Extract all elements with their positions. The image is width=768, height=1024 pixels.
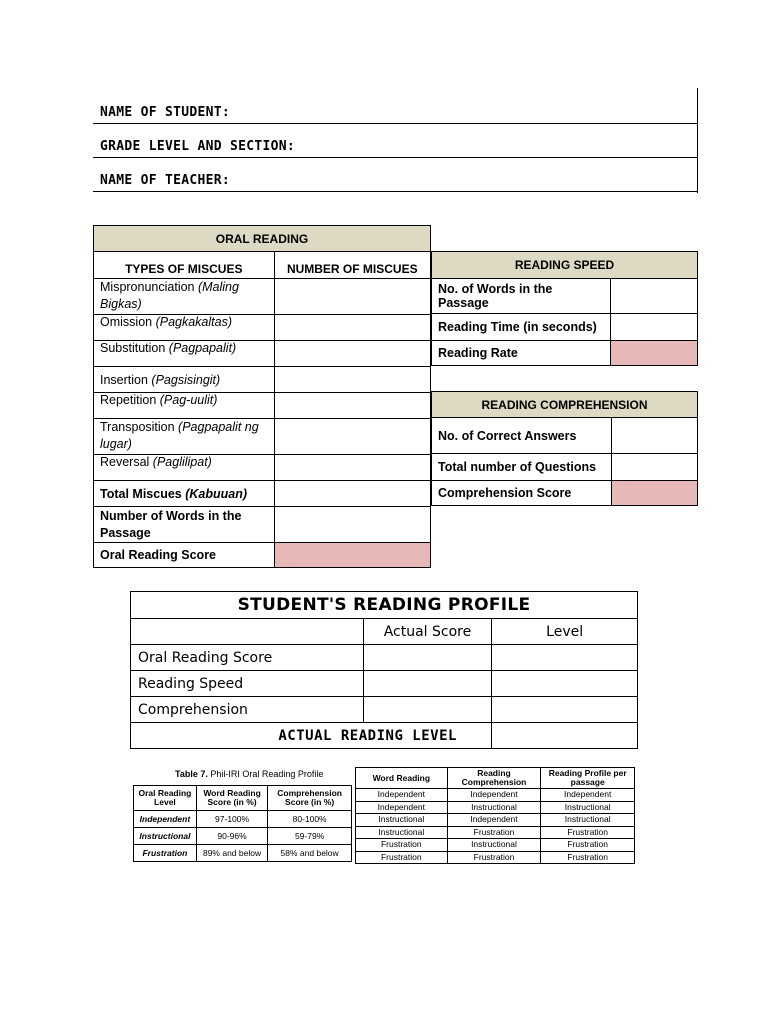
miscue-count-cell[interactable] [274, 279, 430, 315]
oral-reading-table [93, 225, 431, 568]
teacher-name-label: NAME OF TEACHER: [100, 173, 231, 188]
oral-reading-title: ORAL READING [94, 226, 431, 252]
t7-cell: 59-79% [268, 828, 352, 845]
t7-level: Instructional [134, 828, 197, 845]
oral-reading-score-cell[interactable] [274, 543, 430, 568]
actual-score-header: Actual Score [363, 619, 492, 645]
t7-cell: 58% and below [268, 845, 352, 862]
t7-level: Independent [134, 811, 197, 828]
matrix-header: Reading Profile per passage [541, 768, 635, 789]
grade-section-field[interactable] [93, 124, 698, 158]
oral-reading-score-label: Oral Reading Score [94, 543, 275, 568]
reading-rate-cell[interactable] [611, 341, 698, 366]
miscue-row-label: Insertion (Pagsisingit) [94, 367, 275, 393]
profile-row-label: Comprehension [131, 697, 364, 723]
words-in-passage-label: No. of Words in the Passage [432, 279, 611, 314]
miscue-row-label: Reversal (Paglilipat) [94, 455, 275, 481]
actual-score-cell[interactable] [363, 645, 492, 671]
t7-cell: 97-100% [196, 811, 267, 828]
matrix-cell: Frustration [356, 839, 448, 852]
actual-score-cell[interactable] [363, 697, 492, 723]
student-name-label: NAME OF STUDENT: [100, 105, 231, 120]
matrix-cell: Independent [541, 789, 635, 802]
words-in-passage-label: Number of Words in the Passage [94, 507, 275, 543]
actual-reading-level-label: ACTUAL READING LEVEL [131, 723, 492, 749]
reading-speed-title: READING SPEED [432, 252, 698, 279]
miscue-row-label: Repetition (Pag-uulit) [94, 393, 275, 419]
miscue-count-cell[interactable] [274, 455, 430, 481]
matrix-cell: Frustration [447, 826, 541, 839]
grade-section-label: GRADE LEVEL AND SECTION: [100, 139, 296, 154]
t7-level: Frustration [134, 845, 197, 862]
comprehension-value-cell[interactable] [611, 418, 698, 454]
matrix-cell: Independent [447, 814, 541, 827]
comprehension-value-cell[interactable] [611, 454, 698, 481]
oral-reading-profile-table [133, 785, 352, 862]
teacher-name-field[interactable] [93, 158, 698, 192]
comprehension-score-cell[interactable] [611, 481, 698, 506]
total-questions-label: Total number of Questions [432, 454, 612, 481]
t7-cell: 90-96% [196, 828, 267, 845]
miscue-count-cell[interactable] [274, 315, 430, 341]
reading-profile-matrix-table [355, 767, 635, 864]
matrix-cell: Frustration [356, 851, 448, 864]
reading-rate-label: Reading Rate [432, 341, 611, 366]
speed-value-cell[interactable] [611, 314, 698, 341]
actual-score-cell[interactable] [363, 671, 492, 697]
table7-title: Table 7. Phil-IRI Oral Reading Profile [175, 769, 324, 779]
t7-cell: 89% and below [196, 845, 267, 862]
profile-row-label: Oral Reading Score [131, 645, 364, 671]
miscue-row-label: Transposition (Pagpapalit ng lugar) [94, 419, 275, 455]
comprehension-score-label: Comprehension Score [432, 481, 612, 506]
reading-time-label: Reading Time (in seconds) [432, 314, 611, 341]
words-in-passage-cell[interactable] [274, 507, 430, 543]
t7-cell: 80-100% [268, 811, 352, 828]
t7-header: Oral Reading Level [134, 786, 197, 811]
number-of-miscues-header: NUMBER OF MISCUES [274, 252, 430, 279]
types-of-miscues-header: TYPES OF MISCUES [94, 252, 275, 279]
miscue-row-label: Omission (Pagkakaltas) [94, 315, 275, 341]
reading-profile-table [130, 591, 638, 749]
miscue-row-label: Substitution (Pagpapalit) [94, 341, 275, 367]
reading-profile-title: STUDENT'S READING PROFILE [131, 592, 638, 619]
matrix-cell: Instructional [356, 814, 448, 827]
matrix-cell: Independent [356, 789, 448, 802]
profile-row-label: Reading Speed [131, 671, 364, 697]
total-miscues-cell[interactable] [274, 481, 430, 507]
profile-blank-header [131, 619, 364, 645]
correct-answers-label: No. of Correct Answers [432, 418, 612, 454]
matrix-cell: Instructional [447, 839, 541, 852]
matrix-cell: Frustration [447, 851, 541, 864]
total-miscues-label: Total Miscues (Kabuuan) [94, 481, 275, 507]
level-cell[interactable] [492, 645, 638, 671]
level-cell[interactable] [492, 671, 638, 697]
matrix-cell: Instructional [541, 814, 635, 827]
matrix-header: Reading Comprehension [447, 768, 541, 789]
level-header: Level [492, 619, 638, 645]
matrix-cell: Frustration [541, 851, 635, 864]
reading-comprehension-title: READING COMPREHENSION [432, 392, 698, 418]
actual-reading-level-cell[interactable] [492, 723, 638, 749]
miscue-count-cell[interactable] [274, 367, 430, 393]
t7-header: Comprehension Score (in %) [268, 786, 352, 811]
student-name-field[interactable] [93, 90, 698, 124]
reading-comprehension-table [431, 391, 698, 506]
matrix-cell: Frustration [541, 839, 635, 852]
t7-header: Word Reading Score (in %) [196, 786, 267, 811]
matrix-cell: Independent [447, 789, 541, 802]
matrix-cell: Instructional [447, 801, 541, 814]
matrix-header: Word Reading [356, 768, 448, 789]
matrix-cell: Independent [356, 801, 448, 814]
matrix-cell: Frustration [541, 826, 635, 839]
speed-value-cell[interactable] [611, 279, 698, 314]
reading-speed-table [431, 251, 698, 366]
matrix-cell: Instructional [541, 801, 635, 814]
level-cell[interactable] [492, 697, 638, 723]
miscue-count-cell[interactable] [274, 393, 430, 419]
miscue-count-cell[interactable] [274, 419, 430, 455]
miscue-count-cell[interactable] [274, 341, 430, 367]
matrix-cell: Instructional [356, 826, 448, 839]
miscue-row-label: Mispronunciation (Maling Bigkas) [94, 279, 275, 315]
